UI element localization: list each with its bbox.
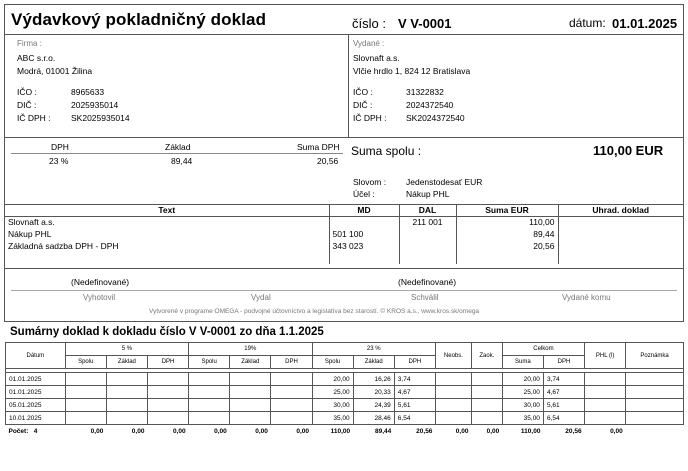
items-header-md: MD — [329, 204, 399, 216]
summary-total-value: 0,00 — [455, 427, 469, 435]
vyhotovil-label: Vyhotovil — [83, 293, 116, 302]
table-row — [6, 412, 684, 425]
summary-h-dph: DPH — [271, 356, 312, 369]
document-title: Výdavkový pokladničný doklad — [11, 10, 267, 29]
item-md: 501 100 — [329, 228, 399, 240]
firma-label: Firma : — [17, 39, 42, 48]
items-table — [5, 204, 683, 264]
firma-dic-label: DIČ : — [17, 100, 37, 110]
items-bottom-border — [5, 268, 683, 269]
footer-note: Vytvorené v programe OMEGA - podvojné účtovníctvo a legislatíva bez starostí. © KROS a.s., www.kros.sk/omega — [149, 308, 480, 315]
summary-datum: 01.01.2025 — [6, 386, 66, 399]
vydane-icdph: SK2024372540 — [406, 113, 465, 123]
summary-zaklad-23: 28,46 — [353, 412, 394, 425]
summary-h-spolu: Spolu — [189, 356, 230, 369]
summary-total-value: 20,56 — [416, 427, 433, 435]
summary-dph-23: 5,61 — [394, 399, 435, 412]
summary-suma: 20,00 — [502, 373, 543, 386]
table-row — [5, 240, 683, 252]
suma-dph-col-header: Suma DPH — [297, 142, 340, 152]
items-header-suma: Suma EUR — [456, 204, 558, 216]
summary-h-zaklad: Základ — [230, 356, 271, 369]
item-suma: 20,56 — [456, 240, 558, 252]
schvalil-label: Schválil — [411, 293, 439, 302]
summary-h-dph: DPH — [543, 356, 584, 369]
summary-total-value: 0,00 — [486, 427, 500, 435]
ucel-value: Nákup PHL — [406, 189, 450, 199]
summary-total-value: 0,00 — [255, 427, 268, 435]
summary-h-dph: DPH — [147, 356, 188, 369]
summary-datum: 01.01.2025 — [6, 373, 66, 386]
dph-header-underline — [11, 153, 343, 154]
ucel-label: Účel : — [353, 189, 375, 199]
summary-h-celkom: Celkom — [502, 343, 584, 356]
summary-suma: 25,00 — [502, 386, 543, 399]
summary-total-value: 110,00 — [330, 427, 351, 435]
summary-dph-23: 4,67 — [394, 386, 435, 399]
firma-name: ABC s.r.o. — [17, 53, 56, 63]
vydane-icdph-label: IČ DPH : — [353, 113, 387, 123]
item-text: Slovnaft a.s. — [8, 217, 55, 228]
cislo-label: číslo : — [352, 16, 386, 31]
signature-line — [11, 290, 677, 291]
zaklad-col-header: Základ — [165, 142, 191, 152]
summary-h-suma: Suma — [502, 356, 543, 369]
cislo-value: V V-0001 — [398, 16, 452, 31]
items-header-text: Text — [5, 204, 329, 216]
item-uhrad — [558, 240, 683, 252]
item-dal — [399, 228, 456, 240]
summary-h-5: 5 % — [65, 343, 188, 356]
vydane-ico-label: IČO : — [353, 87, 373, 97]
section-divider — [5, 137, 683, 138]
summary-dph: 6,54 — [543, 412, 584, 425]
summary-h-zaklad: Základ — [106, 356, 147, 369]
summary-h-spolu: Spolu — [65, 356, 106, 369]
summary-suma: 35,00 — [502, 412, 543, 425]
summary-h-zaklad: Základ — [353, 356, 394, 369]
slovom-value: Jedenstodesať EUR — [406, 177, 483, 187]
summary-total-value: 110,00 — [520, 427, 541, 435]
summary-title: Sumárny doklad k dokladu číslo V V-0001 zo dňa 1.1.2025 — [10, 326, 324, 338]
summary-datum: 10.01.2025 — [6, 412, 66, 425]
summary-total-value: 0,00 — [214, 427, 227, 435]
nedefinovane-right: (Nedefinované) — [398, 277, 457, 287]
summary-zaklad-23: 20,33 — [353, 386, 394, 399]
summary-total-value: 0,00 — [610, 427, 623, 435]
item-uhrad — [558, 228, 683, 240]
item-dal: 211 001 — [399, 216, 456, 228]
summary-suma: 30,00 — [502, 399, 543, 412]
item-md: 343 023 — [329, 240, 399, 252]
summary-total-value: 0,00 — [131, 427, 145, 435]
item-dal — [399, 240, 456, 252]
vydane-ico: 31322832 — [406, 87, 444, 97]
suma-spolu-value: 110,00 EUR — [593, 143, 664, 158]
firma-ico: 8965633 — [71, 87, 105, 97]
table-row — [6, 373, 684, 386]
table-row — [6, 399, 684, 412]
summary-spolu-23: 30,00 — [312, 399, 353, 412]
summary-dph-23: 3,74 — [394, 373, 435, 386]
summary-h-poznamka: Poznámka — [626, 343, 684, 369]
item-suma: 110,00 — [456, 216, 558, 228]
items-header-uhrad: Uhrad. doklad — [558, 204, 683, 216]
table-row — [5, 216, 683, 228]
party-divider — [348, 35, 349, 137]
summary-h-dph: DPH — [394, 356, 435, 369]
summary-pocet-count: 4 — [33, 427, 38, 435]
nedefinovane-left: (Nedefinované) — [71, 277, 130, 287]
item-md — [329, 216, 399, 228]
summary-dph: 3,74 — [543, 373, 584, 386]
firma-icdph-label: IČ DPH : — [17, 113, 51, 123]
firma-icdph: SK2025935014 — [71, 113, 130, 123]
summary-total-row — [6, 425, 684, 438]
summary-spolu-23: 25,00 — [312, 386, 353, 399]
vydane-dic-label: DIČ : — [353, 100, 373, 110]
items-header-row — [5, 204, 683, 216]
item-suma: 89,44 — [456, 228, 558, 240]
dph-col-header: DPH — [51, 142, 69, 152]
table-row — [5, 228, 683, 240]
vydane-dic: 2024372540 — [406, 100, 454, 110]
suma-spolu-label: Suma spolu : — [351, 144, 422, 158]
summary-h-neobs: Neobs. — [435, 343, 471, 369]
summary-h-23: 23 % — [312, 343, 435, 356]
vydane-komu-label: Vydané komu — [562, 293, 611, 302]
summary-h-datum: Dátum — [6, 343, 66, 369]
document-header — [5, 5, 683, 35]
summary-total-value: 0,00 — [296, 427, 310, 435]
vydane-address: Vlčie hrdlo 1, 824 12 Bratislava — [353, 66, 471, 76]
datum-value: 01.01.2025 — [612, 16, 678, 31]
summary-h-spolu: Spolu — [312, 356, 353, 369]
items-header-dal: DAL — [399, 204, 456, 216]
summary-dph: 4,67 — [543, 386, 584, 399]
item-text: Nákup PHL — [8, 229, 52, 239]
item-text: Základná sadzba DPH - DPH — [8, 241, 119, 251]
summary-h-19: 19% — [189, 343, 312, 356]
vydane-label: Vydané : — [353, 39, 385, 48]
item-uhrad — [558, 216, 683, 228]
summary-dph: 5,61 — [543, 399, 584, 412]
summary-spolu-23: 35,00 — [312, 412, 353, 425]
dph-suma: 20,56 — [317, 156, 339, 166]
summary-spolu-23: 20,00 — [312, 373, 353, 386]
table-row — [6, 386, 684, 399]
firma-ico-label: IČO : — [17, 87, 37, 97]
summary-table — [5, 342, 684, 438]
datum-label: dátum: — [569, 16, 606, 30]
summary-datum: 05.01.2025 — [6, 399, 66, 412]
summary-h-phl: PHL (l) — [585, 343, 626, 369]
firma-dic: 2025935014 — [71, 100, 119, 110]
summary-total-value: 0,00 — [90, 427, 104, 435]
firma-address: Modrá, 01001 Žilina — [17, 66, 93, 76]
slovom-label: Slovom : — [353, 177, 387, 187]
summary-total-value: 20,56 — [565, 427, 582, 435]
summary-dph-23: 6,54 — [394, 412, 435, 425]
document-frame — [4, 4, 684, 322]
summary-total-value: 0,00 — [172, 427, 186, 435]
summary-header-row-2 — [6, 356, 684, 369]
summary-zaklad-23: 24,39 — [353, 399, 394, 412]
summary-zaklad-23: 16,26 — [353, 373, 394, 386]
summary-total-value: 89,44 — [375, 427, 392, 435]
summary-header-row-1 — [6, 343, 684, 356]
summary-pocet-label: Počet: — [8, 427, 29, 435]
dph-zaklad: 89,44 — [171, 156, 193, 166]
summary-total-label — [6, 425, 66, 438]
table-row-empty — [5, 252, 683, 264]
dph-rate: 23 % — [49, 156, 69, 166]
vydane-name: Slovnaft a.s. — [353, 53, 400, 63]
vydal-label: Vydal — [251, 293, 271, 302]
summary-h-zaok: Zaok. — [471, 343, 502, 369]
